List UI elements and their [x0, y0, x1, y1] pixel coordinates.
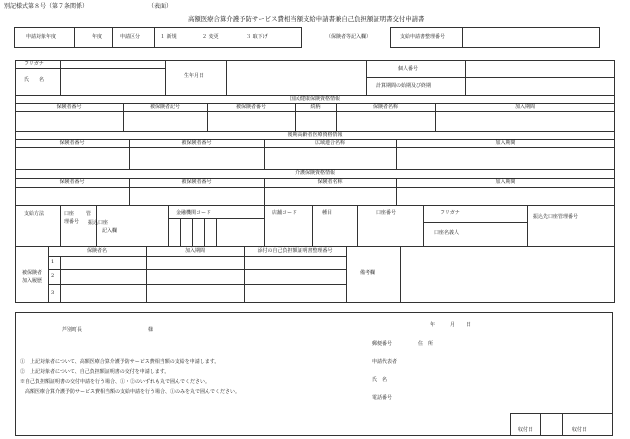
nhi-col-relation: 続柄 [310, 104, 321, 110]
history-row-2: 2 [51, 273, 55, 279]
account-number-label: 口座番号 [376, 210, 397, 216]
ltc-col-insurer-no: 保険者番号 [59, 179, 85, 185]
fiscal-year-label: 申請対象年度 [26, 34, 57, 40]
window-label-2: 管 [86, 211, 92, 217]
page-title: 高額医療合算介護予防サービス費相当額支給申請書兼自己負担額証明書交付申請書 [188, 15, 425, 23]
elderly-col-union-name: 広域連合名称 [314, 140, 345, 146]
cert-no-label: 支給申請書整理番号 [400, 34, 446, 40]
statement-1: ① 上記対象者について、高額医療合算介護予防サービス費相当額の支給を申請します。 [20, 359, 220, 365]
elderly-col-period: 加入期間 [495, 140, 516, 146]
form-number: 別記様式第８号（第７条関係） [4, 3, 89, 10]
nhi-col-period: 加入期間 [514, 104, 535, 110]
address-label: 住 所 [418, 341, 434, 347]
furigana-label: フリガナ [24, 61, 44, 67]
calc-period-label: 計算期間の始期及び終期 [376, 83, 432, 89]
statement-note-2: 高額医療合算介護予防サービス費相当額の支給申請を行う場合、①のみを丸で囲んでください。 [20, 389, 241, 395]
page-side: （表面） [148, 3, 173, 10]
nhi-section-title: 国民健康保険資格情報 [289, 96, 340, 102]
history-col-insurer: 保険者名 [86, 248, 107, 254]
option-withdraw[interactable]: ３ 取下げ [246, 34, 268, 40]
account-type-label: 種目 [322, 210, 333, 216]
ltc-col-insurer-name: 保険者名称 [317, 179, 343, 185]
history-col-period: 加入期間 [184, 248, 205, 254]
nhi-col-insured-no: 被保険者番号 [235, 104, 266, 110]
history-col-cert-no: 添付の自己負担額証明書整理番号 [257, 248, 333, 254]
account-holder-label: 口座名義人 [434, 230, 460, 236]
personal-number-label: 個人番号 [398, 66, 419, 72]
phone-label: 電話番号 [372, 395, 393, 401]
option-change[interactable]: ２ 変更 [202, 34, 219, 40]
window-label-1: 口座 [64, 211, 75, 217]
honorific: 様 [148, 327, 154, 333]
history-row-1: 1 [51, 259, 55, 265]
account-furigana-label: フリガナ [440, 210, 460, 216]
nhi-col-insurer-no: 保険者番号 [56, 104, 82, 110]
history-insured-label: 被保険者 [22, 270, 43, 276]
nhi-col-symbol: 被保険者記号 [149, 104, 180, 110]
statement-2: ② 上記対象者について、自己負担額証明書の交付を申請します。 [20, 369, 170, 375]
transfer-label-1: 振込口座 [88, 220, 109, 226]
bank-code-label: 金融機関コード [176, 210, 212, 216]
history-row-3: 3 [51, 290, 55, 296]
history-label-2: 履歴 [32, 278, 43, 284]
applicant-rep-label: 申請代表者 [372, 359, 398, 365]
receipt-label-2: 収付日 [572, 427, 588, 433]
branch-code-label: 店舗コード [272, 210, 298, 216]
rep-name-label: 氏 名 [372, 377, 388, 383]
elderly-col-insured-no: 被保険者番号 [181, 140, 212, 146]
date-day: 日 [466, 322, 472, 328]
postal-label: 郵便番号 [372, 341, 393, 347]
nhi-col-insurer-name: 保険者名称 [372, 104, 398, 110]
transfer-mgmt-label: 振込先口座管理番号 [533, 214, 579, 220]
option-new[interactable]: １ 新規 [160, 34, 177, 40]
window-label-3: 理番号 [64, 219, 80, 225]
history-label-1: 加入 [22, 278, 33, 284]
statement-note-1: ※自己負担額証明書の交付申請を行う場合、①・②のいずれも丸で囲んでください。 [20, 379, 211, 385]
payment-method-label: 支給方法 [24, 211, 45, 217]
mayor-label: 芦別町長 [62, 327, 83, 333]
ltc-section-title: 介護保険資格情報 [294, 170, 335, 176]
ltc-col-insured-no: 被保険者番号 [181, 179, 212, 185]
ltc-col-period: 加入期間 [495, 179, 516, 185]
date-year: 年 [430, 322, 436, 328]
birth-date-label: 生年月日 [184, 73, 205, 79]
receipt-label-1: 収付日 [518, 427, 534, 433]
remarks-label: 備考欄 [360, 270, 376, 276]
transfer-label-2: 記入欄 [102, 228, 118, 234]
elderly-col-insurer-no: 保険者番号 [59, 140, 85, 146]
elderly-section-title: 後期高齢者医療資格情報 [287, 132, 343, 138]
date-month: 月 [450, 322, 456, 328]
insurer-note: （保険者等記入欄） [326, 34, 372, 40]
year-unit: 年度 [92, 34, 103, 40]
name-label: 氏 名 [24, 77, 45, 83]
category-label: 申請区分 [120, 34, 141, 40]
